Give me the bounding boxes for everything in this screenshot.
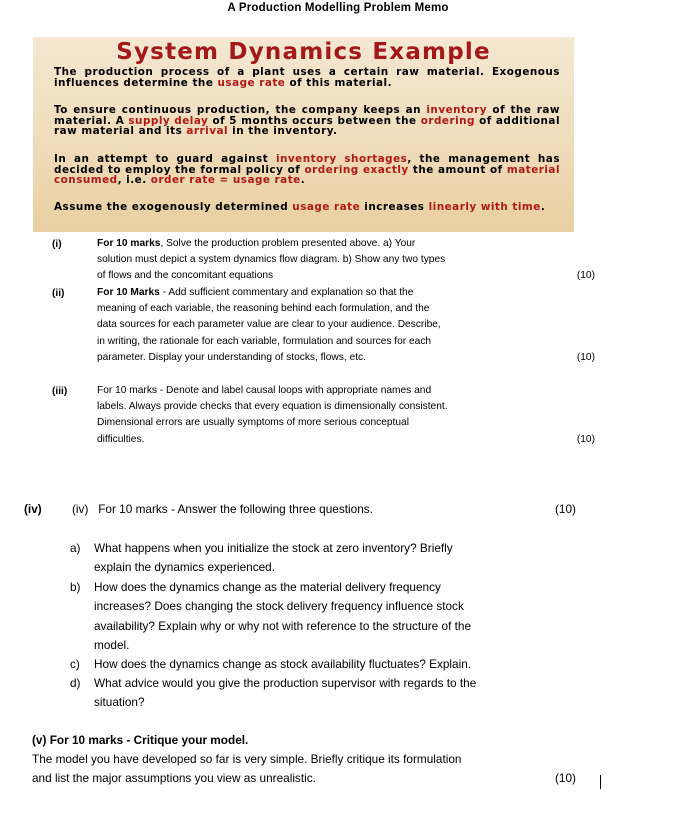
- memo-title: A Production Modelling Problem Memo: [227, 2, 449, 14]
- item-5-heading: (v) For 10 marks - Critique your model.: [32, 733, 249, 747]
- example-title: System Dynamics Example: [116, 39, 491, 65]
- marks: (10): [576, 351, 595, 363]
- marks: (10): [555, 502, 576, 516]
- item-5-line-1: The model you have developed so far is very simple. Briefly critique its formulation: [32, 752, 462, 766]
- item-5-line-2: and list the major assumptions you view as unrealistic.: [32, 771, 316, 785]
- example-box: [33, 37, 574, 232]
- item-text: For 10 marks - Denote and label causal loops with appropriate names and labels. Always provide checks that every equation is dimensionally consistent. Dimensional errors are usually symptoms of more serious conceptual difficulties. (10): [97, 383, 607, 448]
- item-number: (iv): [24, 502, 42, 516]
- marks: (10): [555, 771, 576, 785]
- box-paragraph-1: The production process of a plant uses a certain raw material. Exogenous influences determine the usage rate of this material.: [54, 66, 560, 89]
- marks: (10): [576, 270, 595, 282]
- item-4-heading: (iv) For 10 marks - Answer the following three questions.: [72, 502, 373, 516]
- item-number: (i): [52, 239, 62, 250]
- item-text: For 10 marks, Solve the production problem presented above. a) Your solution must depict a system dynamics flow diagram. b) Show any two types of flows and the concomitant equations (10): [97, 236, 607, 285]
- item-number: (iii): [52, 386, 68, 397]
- text-cursor: [600, 775, 601, 789]
- box-paragraph-2: To ensure continuous production, the company keeps an inventory of the raw material. A supply delay of 5 months occurs between the ordering of additional raw material and its arrival in the inventory.: [54, 104, 561, 138]
- box-paragraph-4: Assume the exogenously determined usage rate increases linearly with time.: [54, 201, 546, 213]
- item-number: (ii): [52, 288, 65, 299]
- box-paragraph-3: In an attempt to guard against inventory shortages, the management has decided to employ the formal policy of ordering exactly the amount of material consumed, i.e. order rate = usage rate.: [54, 153, 561, 187]
- item-text: For 10 Marks - Add sufficient commentary and explanation so that the meaning of each variable, the reasoning behind each formulation, and the data sources for each parameter value are clear to your audience. Describe, in writing, the rationale for each variable, formulation and sources for each parameter. Display your understanding of stocks, flows, etc. (10): [97, 285, 607, 366]
- marks: (10): [576, 433, 595, 445]
